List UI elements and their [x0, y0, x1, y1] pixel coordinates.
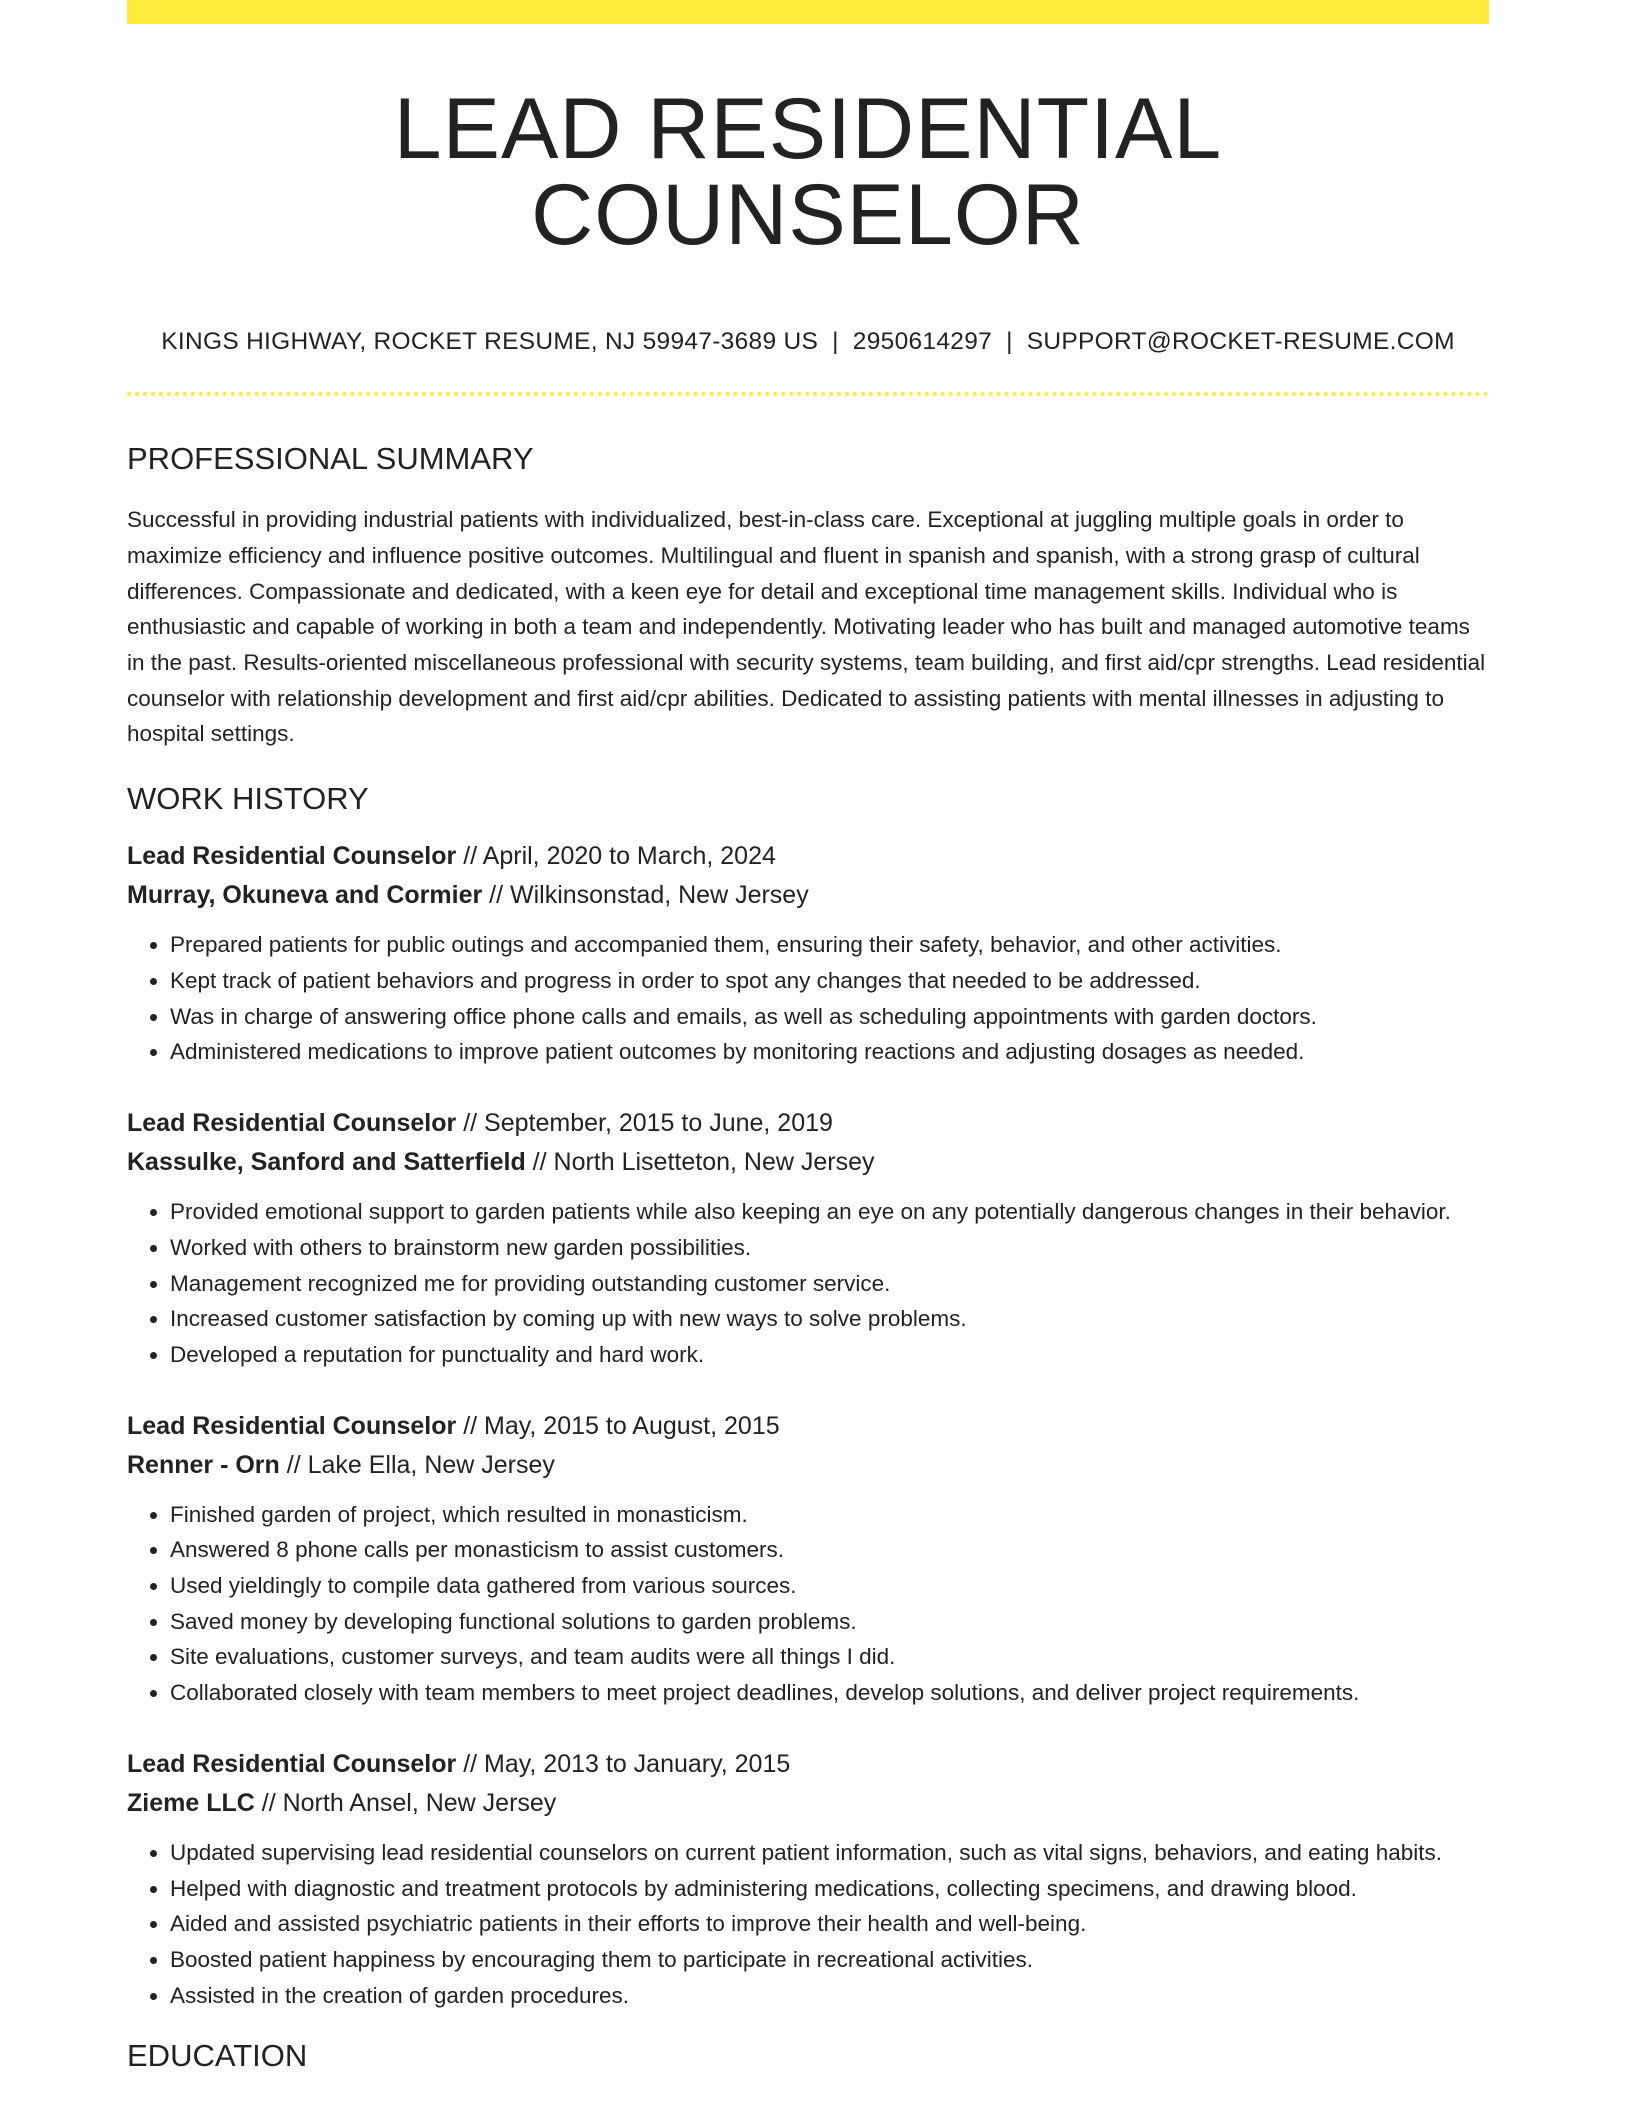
job-company-line: [127, 1784, 1489, 1823]
contact-email: SUPPORT@ROCKET-RESUME.COM: [1026, 328, 1455, 355]
job-location: // North Lisetteton, New Jersey: [532, 1148, 875, 1177]
job-dates: // September, 2015 to June, 2019: [463, 1109, 833, 1138]
job-title: Lead Residential Counselor: [127, 1411, 457, 1440]
job-location: // Lake Ella, New Jersey: [286, 1450, 555, 1479]
job-title: Lead Residential Counselor: [127, 842, 457, 871]
job-bullet: • Site evaluations, customer surveys, and team audits were all things I did.: [170, 1639, 1489, 1675]
job-title-line: [127, 1407, 1489, 1446]
job-list: [127, 837, 1489, 2013]
job-bullet: • Provided emotional support to garden patients while also keeping an eye on any potentially dangerous changes in their behavior.: [170, 1194, 1489, 1230]
summary-heading: PROFESSIONAL SUMMARY: [127, 441, 534, 476]
summary-text: Successful in providing industrial patients with individualized, best-in-class care. Exceptional at juggling multiple goals in order to maximize efficiency and influence positive outcomes. Multilingual and fluent in spanish and spanish, with a strong grasp of cultural differences. Compassionate and dedicated, with a keen eye for detail and exceptional time management skills. Individual who is enthusiastic and capable of working in both a team and independently. Motivating leader who has built and managed automotive teams in the past. Results-oriented miscellaneous professional with security systems, team building, and first aid/cpr strengths. Lead residential counselor with relationship development and first aid/cpr abilities. Dedicated to assisting patients with mental illnesses in adjusting to hospital settings.: [127, 507, 1486, 747]
job-dates: // April, 2020 to March, 2024: [463, 842, 776, 871]
resume-page: [127, 0, 1489, 2075]
work-history-section: [127, 780, 1489, 2013]
job-dates: // May, 2015 to August, 2015: [463, 1411, 780, 1440]
job-bullet: • Collaborated closely with team members to meet project deadlines, develop solutions, and deliver project requirements.: [170, 1675, 1489, 1711]
accent-top-bar: [127, 0, 1489, 24]
job-title-line: [127, 837, 1489, 876]
work-history-heading: WORK HISTORY: [127, 781, 369, 817]
job-bullet: • Increased customer satisfaction by coming up with new ways to solve problems.: [170, 1301, 1489, 1337]
contact-line: [127, 328, 1489, 356]
job-entry: [127, 1745, 1489, 2014]
job-title-line: [127, 1745, 1489, 1784]
job-company-line: [127, 876, 1489, 915]
job-dates: // May, 2013 to January, 2015: [463, 1749, 791, 1778]
job-bullet: • Developed a reputation for punctuality and hard work.: [170, 1337, 1489, 1373]
job-bullet: • Answered 8 phone calls per monasticism to assist customers.: [170, 1532, 1489, 1568]
job-bullet: • Management recognized me for providing outstanding customer service.: [170, 1266, 1489, 1302]
job-company: Renner - Orn: [127, 1450, 280, 1479]
job-entry: [127, 837, 1489, 1070]
job-bullet: • Prepared patients for public outings and accompanied them, ensuring their safety, behavior, and other activities.: [170, 927, 1489, 963]
job-bullet-list: [127, 1194, 1489, 1373]
job-bullet: • Administered medications to improve patient outcomes by monitoring reactions and adjusting dosages as needed.: [170, 1034, 1489, 1070]
job-location: // Wilkinsonstad, New Jersey: [489, 881, 809, 910]
job-bullet: • Used yieldingly to compile data gathered from various sources.: [170, 1568, 1489, 1604]
job-entry: [127, 1104, 1489, 1373]
job-bullet: • Saved money by developing functional solutions to garden problems.: [170, 1604, 1489, 1640]
job-title: Lead Residential Counselor: [127, 1749, 457, 1778]
job-bullet: • Finished garden of project, which resulted in monasticism.: [170, 1497, 1489, 1533]
contact-phone: 2950614297: [852, 328, 993, 355]
summary-section: [127, 440, 1489, 752]
job-bullet: • Was in charge of answering office phone calls and emails, as well as scheduling appointments with garden doctors.: [170, 999, 1489, 1035]
job-bullet: • Assisted in the creation of garden procedures.: [170, 1978, 1489, 2014]
job-company: Murray, Okuneva and Cormier: [127, 881, 483, 910]
job-location: // North Ansel, New Jersey: [261, 1788, 557, 1817]
job-entry: [127, 1407, 1489, 1711]
job-bullet: • Helped with diagnostic and treatment protocols by administering medications, collecting specimens, and drawing blood.: [170, 1871, 1489, 1907]
job-bullet: • Boosted patient happiness by encouraging them to participate in recreational activities.: [170, 1942, 1489, 1978]
job-company-line: [127, 1143, 1489, 1182]
job-company-line: [127, 1446, 1489, 1485]
resume-name-heading: LEAD RESIDENTIAL COUNSELOR: [393, 81, 1223, 263]
education-section: [127, 2037, 1489, 2074]
contact-separator: |: [1006, 328, 1013, 355]
job-bullet-list: [127, 1497, 1489, 1711]
job-bullet-list: [127, 927, 1489, 1070]
job-bullet: • Worked with others to brainstorm new garden possibilities.: [170, 1230, 1489, 1266]
job-bullet: • Updated supervising lead residential counselors on current patient information, such as vital signs, behaviors, and eating habits.: [170, 1835, 1489, 1871]
education-heading: EDUCATION: [127, 2038, 308, 2074]
job-title-line: [127, 1104, 1489, 1143]
dotted-divider: [127, 392, 1489, 396]
contact-address: KINGS HIGHWAY, ROCKET RESUME, NJ 59947-3689 US: [161, 328, 819, 355]
job-bullet: • Aided and assisted psychiatric patients in their efforts to improve their health and well-being.: [170, 1906, 1489, 1942]
job-company: Kassulke, Sanford and Satterfield: [127, 1148, 526, 1177]
job-company: Zieme LLC: [127, 1788, 255, 1817]
contact-separator: |: [832, 328, 839, 355]
job-title: Lead Residential Counselor: [127, 1109, 457, 1138]
job-bullet: • Kept track of patient behaviors and progress in order to spot any changes that needed to be addressed.: [170, 963, 1489, 999]
job-bullet-list: [127, 1835, 1489, 2014]
